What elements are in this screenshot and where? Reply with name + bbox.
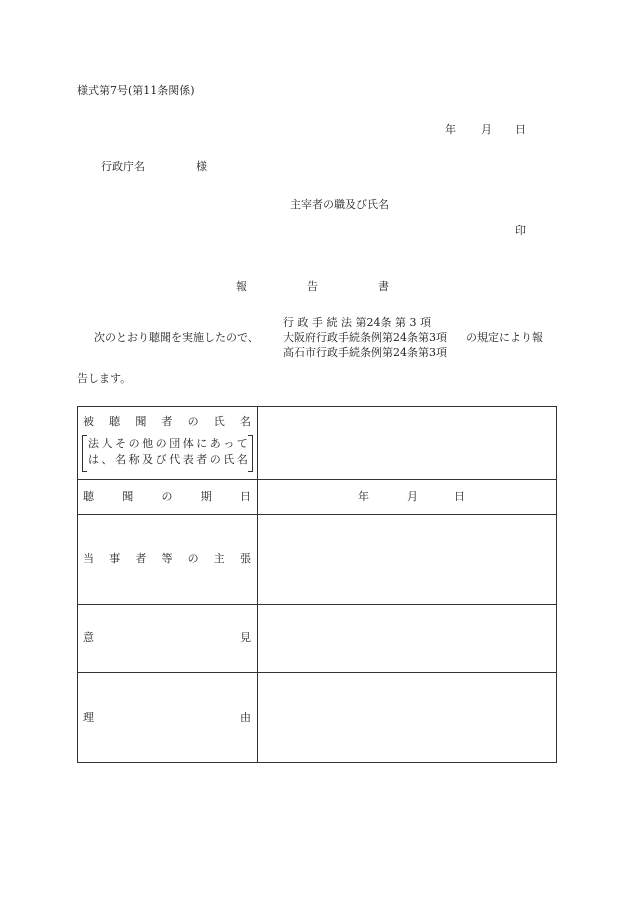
date-year: 年	[445, 123, 456, 136]
intro-continuation: 告します。	[77, 372, 132, 385]
label-char: 法	[88, 437, 99, 450]
law-reference-1: 行 政 手 続 法 第24条 第 3 項	[283, 316, 431, 329]
addressee-name: 行政庁名	[101, 160, 145, 173]
hearing-date-year: 年	[358, 490, 369, 503]
claims-label	[83, 552, 251, 566]
table-column-divider	[257, 407, 258, 762]
label-char: あ	[209, 437, 221, 450]
label-char: っ	[223, 437, 235, 450]
label-char: 意	[83, 631, 94, 644]
label-char: 見	[240, 631, 251, 644]
table-row-divider	[78, 514, 556, 515]
intro-suffix: の規定により報	[466, 331, 543, 344]
label-char: 名	[115, 453, 127, 466]
hearing-date-month: 月	[407, 490, 418, 503]
title-char-3: 書	[378, 280, 389, 293]
label-char: 聴	[83, 490, 94, 503]
respondent-note-line-1	[88, 437, 248, 451]
label-char: 聴	[109, 415, 121, 428]
label-char: 及	[142, 453, 154, 466]
label-char: 被	[83, 415, 94, 428]
intro-prefix: 次のとおり聴聞を実施したので、	[94, 331, 259, 344]
label-char: 者	[196, 453, 208, 466]
law-reference-3: 高石市行政手続条例第24条第3項	[283, 346, 447, 359]
label-char: の	[155, 437, 167, 450]
label-char: 、	[101, 453, 113, 466]
label-char: の	[161, 490, 173, 503]
date-month: 月	[481, 123, 492, 136]
label-char: 由	[240, 711, 251, 724]
reason-label	[83, 711, 251, 725]
label-char: の	[187, 552, 199, 565]
opinion-label	[83, 631, 251, 645]
addressee-honorific: 様	[196, 160, 207, 173]
date-day: 日	[515, 123, 526, 136]
label-char: 事	[109, 552, 121, 565]
hearing-date-label	[83, 490, 251, 504]
label-char: 代	[169, 453, 181, 466]
label-char: 日	[240, 490, 251, 503]
label-char: て	[236, 437, 248, 450]
table-row-divider	[78, 672, 556, 673]
label-char: 者	[135, 552, 147, 565]
label-char: 体	[182, 437, 194, 450]
title-char-1: 報	[236, 280, 247, 293]
label-char: 他	[142, 437, 154, 450]
label-char: 氏	[213, 415, 225, 428]
label-char: 等	[161, 552, 173, 565]
table-row-divider	[78, 604, 556, 605]
seal-mark: 印	[515, 224, 526, 237]
right-bracket	[248, 435, 253, 472]
table-row-divider	[78, 479, 556, 480]
label-char: 張	[239, 552, 251, 565]
label-char: 名	[236, 453, 248, 466]
label-char: の	[187, 415, 199, 428]
label-char: 団	[169, 437, 181, 450]
title-char-2: 告	[307, 280, 318, 293]
label-char: 人	[101, 437, 113, 450]
respondent-name-label	[83, 415, 251, 429]
label-char: そ	[115, 437, 127, 450]
label-char: 氏	[223, 453, 235, 466]
label-char: び	[155, 453, 167, 466]
form-number: 様式第7号(第11条関係)	[77, 84, 195, 97]
law-reference-2: 大阪府行政手続条例第24条第3項	[283, 331, 447, 344]
hearing-date-day: 日	[454, 490, 465, 503]
respondent-note-bracket	[82, 435, 253, 472]
label-char: に	[196, 437, 208, 450]
label-char: 当	[83, 552, 94, 565]
label-char: 名	[239, 415, 251, 428]
label-char: 称	[128, 453, 140, 466]
label-char: の	[128, 437, 140, 450]
label-char: 主	[213, 552, 225, 565]
label-char: 聞	[122, 490, 134, 503]
presider-label: 主宰者の職及び氏名	[290, 198, 389, 211]
label-char: の	[209, 453, 221, 466]
label-char: 表	[182, 453, 194, 466]
label-char: 者	[161, 415, 173, 428]
left-bracket	[82, 435, 87, 472]
report-table	[77, 406, 557, 763]
label-char: 理	[83, 711, 94, 724]
label-char: は	[88, 453, 99, 466]
label-char: 期	[200, 490, 212, 503]
label-char: 聞	[135, 415, 147, 428]
respondent-note-line-2	[88, 453, 248, 467]
